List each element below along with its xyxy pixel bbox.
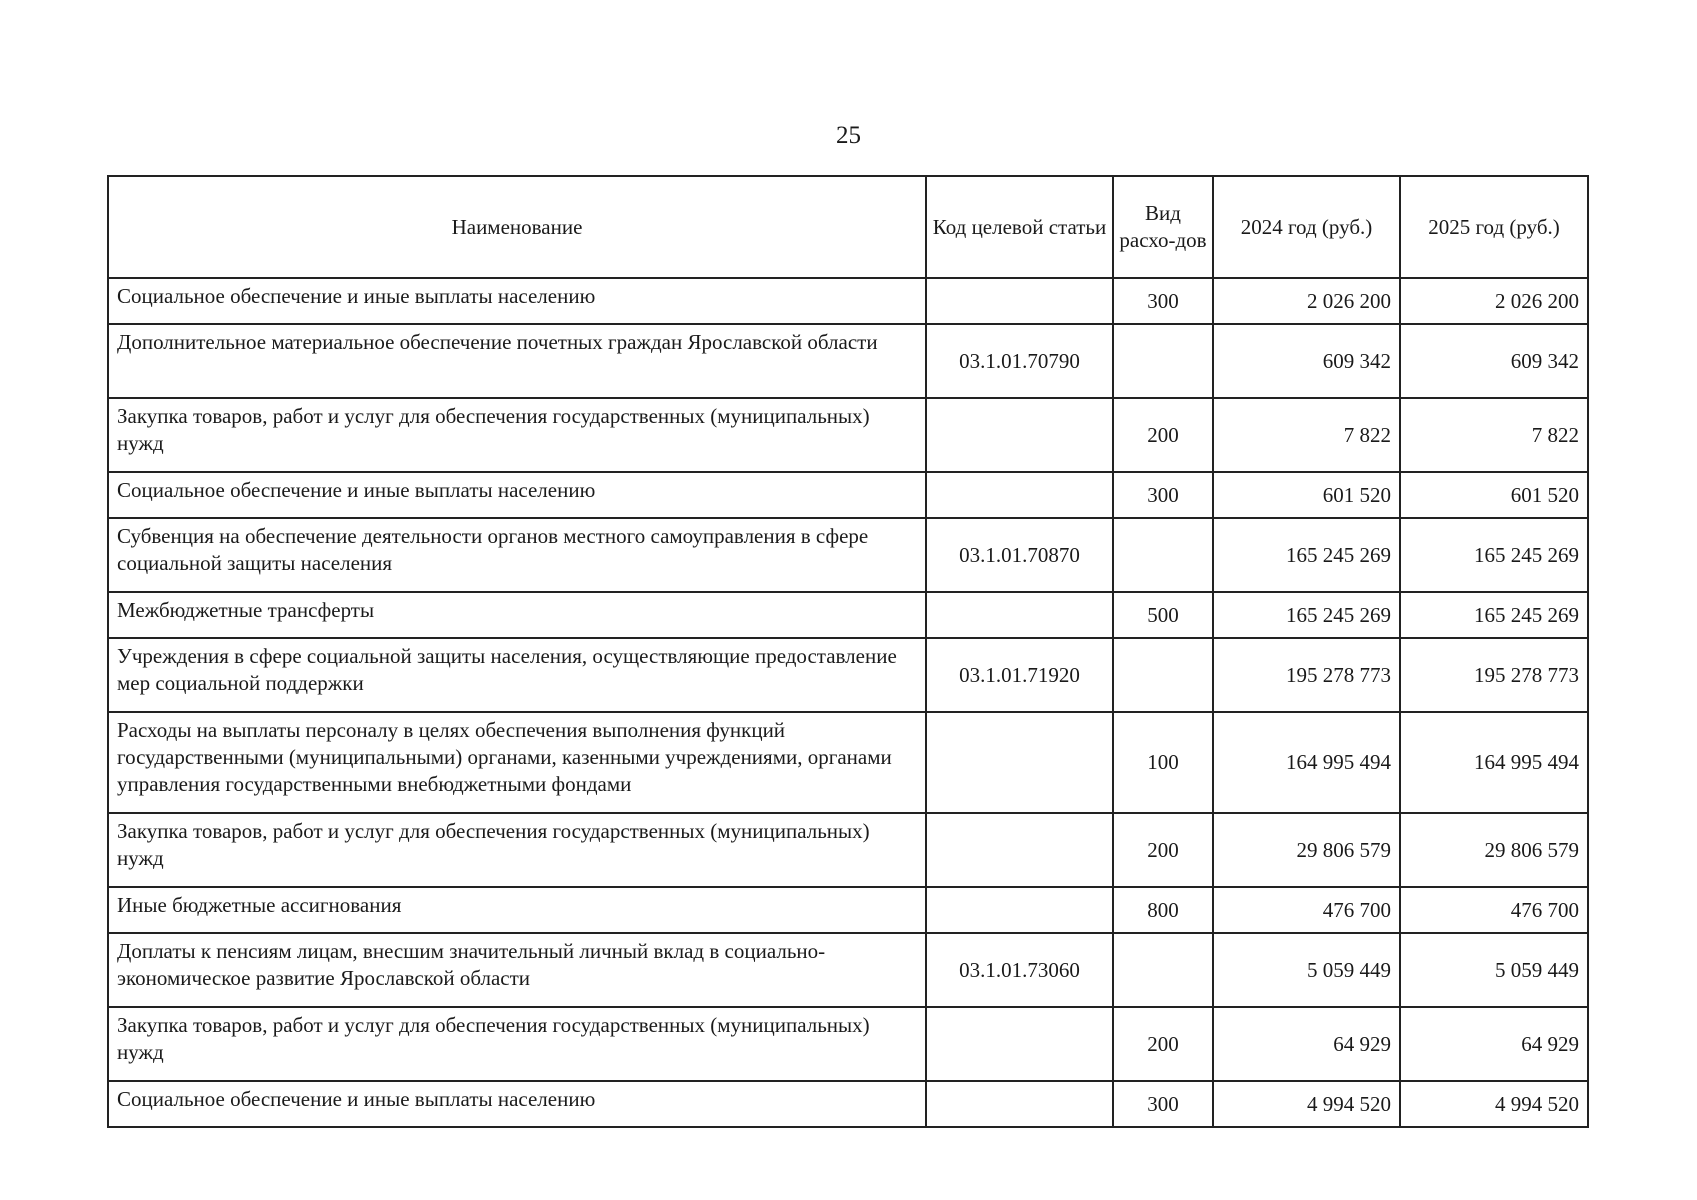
table-row — [108, 638, 1588, 712]
table-row — [108, 398, 1588, 472]
cell-code — [926, 813, 1113, 887]
cell-code — [926, 712, 1113, 813]
cell-year-2024: 7 822 — [1213, 398, 1400, 472]
cell-code: 03.1.01.70870 — [926, 518, 1113, 592]
cell-kind: 200 — [1113, 1007, 1213, 1081]
cell-code — [926, 1081, 1113, 1127]
header-year-2025: 2025 год (руб.) — [1400, 176, 1588, 278]
cell-year-2024: 2 026 200 — [1213, 278, 1400, 324]
cell-kind: 500 — [1113, 592, 1213, 638]
table-header-row — [108, 176, 1588, 278]
cell-year-2024: 165 245 269 — [1213, 518, 1400, 592]
cell-kind: 800 — [1113, 887, 1213, 933]
cell-name: Субвенция на обеспечение деятельности органов местного самоуправления в сфере социальной защиты населения — [108, 518, 926, 592]
cell-kind — [1113, 518, 1213, 592]
cell-year-2025: 609 342 — [1400, 324, 1588, 398]
cell-kind: 300 — [1113, 278, 1213, 324]
page-number: 25 — [836, 122, 861, 149]
cell-kind: 200 — [1113, 813, 1213, 887]
table-row — [108, 933, 1588, 1007]
cell-code: 03.1.01.71920 — [926, 638, 1113, 712]
cell-year-2024: 5 059 449 — [1213, 933, 1400, 1007]
table-row — [108, 472, 1588, 518]
cell-year-2025: 7 822 — [1400, 398, 1588, 472]
cell-year-2024: 601 520 — [1213, 472, 1400, 518]
cell-year-2025: 29 806 579 — [1400, 813, 1588, 887]
cell-name: Доплаты к пенсиям лицам, внесшим значительный личный вклад в социально-экономическое развитие Ярославской области — [108, 933, 926, 1007]
table-row — [108, 813, 1588, 887]
table-row — [108, 278, 1588, 324]
cell-name: Межбюджетные трансферты — [108, 592, 926, 638]
cell-kind — [1113, 324, 1213, 398]
table-row — [108, 1007, 1588, 1081]
cell-kind — [1113, 933, 1213, 1007]
table-row — [108, 592, 1588, 638]
cell-code — [926, 472, 1113, 518]
header-kind: Вид расхо-дов — [1113, 176, 1213, 278]
cell-year-2025: 195 278 773 — [1400, 638, 1588, 712]
cell-kind — [1113, 638, 1213, 712]
cell-name: Учреждения в сфере социальной защиты населения, осуществляющие предоставление мер социальной поддержки — [108, 638, 926, 712]
cell-code: 03.1.01.70790 — [926, 324, 1113, 398]
table-row — [108, 887, 1588, 933]
cell-code — [926, 592, 1113, 638]
cell-year-2024: 195 278 773 — [1213, 638, 1400, 712]
table-row — [108, 518, 1588, 592]
cell-code — [926, 398, 1113, 472]
cell-name: Социальное обеспечение и иные выплаты населению — [108, 472, 926, 518]
cell-year-2024: 476 700 — [1213, 887, 1400, 933]
cell-year-2024: 164 995 494 — [1213, 712, 1400, 813]
cell-year-2024: 4 994 520 — [1213, 1081, 1400, 1127]
cell-year-2025: 601 520 — [1400, 472, 1588, 518]
cell-year-2024: 64 929 — [1213, 1007, 1400, 1081]
cell-year-2025: 4 994 520 — [1400, 1081, 1588, 1127]
header-code: Код целевой статьи — [926, 176, 1113, 278]
cell-year-2025: 64 929 — [1400, 1007, 1588, 1081]
cell-year-2024: 29 806 579 — [1213, 813, 1400, 887]
cell-name: Закупка товаров, работ и услуг для обеспечения государственных (муниципальных) нужд — [108, 1007, 926, 1081]
cell-year-2025: 5 059 449 — [1400, 933, 1588, 1007]
cell-kind: 100 — [1113, 712, 1213, 813]
cell-year-2025: 165 245 269 — [1400, 592, 1588, 638]
cell-year-2024: 165 245 269 — [1213, 592, 1400, 638]
budget-table — [107, 175, 1589, 1128]
header-name: Наименование — [108, 176, 926, 278]
table-row — [108, 324, 1588, 398]
table-row — [108, 1081, 1588, 1127]
cell-year-2025: 164 995 494 — [1400, 712, 1588, 813]
cell-code — [926, 278, 1113, 324]
cell-name: Социальное обеспечение и иные выплаты населению — [108, 1081, 926, 1127]
cell-name: Дополнительное материальное обеспечение почетных граждан Ярославской области — [108, 324, 926, 398]
header-year-2024: 2024 год (руб.) — [1213, 176, 1400, 278]
cell-code: 03.1.01.73060 — [926, 933, 1113, 1007]
cell-year-2024: 609 342 — [1213, 324, 1400, 398]
cell-name: Расходы на выплаты персоналу в целях обеспечения выполнения функций государственными (муниципальными) органами, казенными учреждениями, органами управления государственными внебюджетными фондами — [108, 712, 926, 813]
cell-name: Закупка товаров, работ и услуг для обеспечения государственных (муниципальных) нужд — [108, 398, 926, 472]
cell-code — [926, 1007, 1113, 1081]
cell-name: Закупка товаров, работ и услуг для обеспечения государственных (муниципальных) нужд — [108, 813, 926, 887]
cell-year-2025: 165 245 269 — [1400, 518, 1588, 592]
cell-year-2025: 2 026 200 — [1400, 278, 1588, 324]
cell-kind: 300 — [1113, 472, 1213, 518]
cell-year-2025: 476 700 — [1400, 887, 1588, 933]
table-row — [108, 712, 1588, 813]
cell-kind: 200 — [1113, 398, 1213, 472]
cell-name: Социальное обеспечение и иные выплаты населению — [108, 278, 926, 324]
cell-name: Иные бюджетные ассигнования — [108, 887, 926, 933]
cell-kind: 300 — [1113, 1081, 1213, 1127]
cell-code — [926, 887, 1113, 933]
